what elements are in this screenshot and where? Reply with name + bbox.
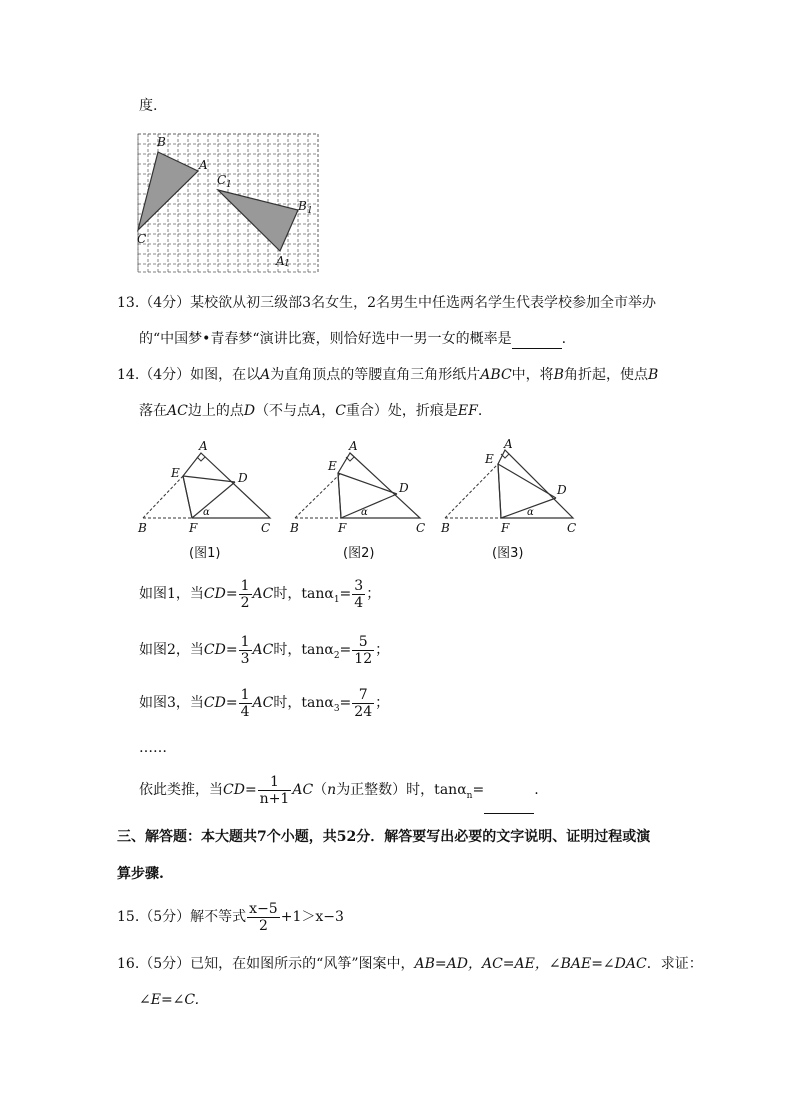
- caption-figure-3: (图3): [492, 546, 524, 561]
- svg-text:D: D: [399, 481, 409, 495]
- label-A: A: [199, 158, 208, 172]
- svg-text:B: B: [138, 521, 147, 535]
- svg-text:α: α: [361, 507, 368, 518]
- svg-text:C: C: [416, 521, 426, 535]
- svg-text:F: F: [338, 521, 347, 535]
- case-3: 如图3，当CD= $\frac{1}{4}$ AC时，tanα$_3$= $\frac{7}{24}$ ；: [139, 686, 390, 720]
- ellipsis: ……: [139, 740, 167, 756]
- label-A1: A: [276, 254, 285, 268]
- figure-3: [440, 437, 576, 535]
- label-C: C: [137, 232, 147, 246]
- svg-text:B: B: [441, 521, 450, 535]
- label-C1: C: [217, 173, 227, 187]
- caption-figure-2: (图2): [343, 546, 375, 561]
- label-B1: B: [298, 199, 307, 213]
- label-B1-sub: 1: [307, 206, 313, 216]
- svg-text:F: F: [189, 521, 198, 535]
- label-B: B: [157, 135, 166, 149]
- svg-text:E: E: [171, 466, 180, 480]
- figure-2: [289, 439, 425, 535]
- svg-text:A: A: [199, 439, 208, 453]
- svg-text:α: α: [203, 507, 210, 518]
- section3-heading-line2: 算步骤.: [117, 866, 164, 882]
- answer-blank-q13: [512, 328, 562, 349]
- svg-text:E: E: [328, 459, 337, 473]
- q13-line2: 的“中国梦•青春梦“演讲比赛，则恰好选中一男一女的概率是 .: [139, 328, 566, 349]
- q16-line1: 16.（5分）已知，在如图所示的“风筝”图案中，AB=AD，AC=AE，∠BAE=∠DAC．求证：: [117, 956, 703, 972]
- svg-text:α: α: [527, 507, 534, 518]
- svg-text:C: C: [261, 521, 271, 535]
- figure-1: [137, 439, 270, 535]
- case-2: 如图2，当CD= $\frac{1}{3}$ AC时，tanα$_2$= $\frac{5}{12}$ ；: [139, 633, 390, 667]
- general-case: 依此类推，当CD= $\frac{1}{n+1}$ AC（n为正整数）时，tanα$_n$= .: [139, 772, 539, 814]
- label-C1-sub: 1: [226, 180, 232, 190]
- section3-heading-line1: 三、解答题：本大题共7个小题，共52分．解答要写出必要的文字说明、证明过程或演: [117, 829, 651, 845]
- svg-text:F: F: [501, 521, 510, 535]
- svg-text:D: D: [238, 471, 248, 485]
- caption-figure-1: (图1): [189, 546, 221, 561]
- case-1: 如图1，当CD= $\frac{1}{2}$ AC时，tanα$_1$= $\frac{3}{4}$ ；: [139, 577, 381, 611]
- svg-text:D: D: [557, 483, 567, 497]
- svg-text:B: B: [290, 521, 299, 535]
- label-A1-sub: 1: [284, 259, 290, 269]
- svg-text:E: E: [485, 452, 494, 466]
- q15: 15.（5分）解不等式 $\frac{x-5}{2}$ +1＞x−3: [117, 900, 344, 934]
- svg-text:C: C: [567, 521, 577, 535]
- q14-line1: 14.（4分）如图，在以A为直角顶点的等腰直角三角形纸片ABC中，将B角折起，使点B: [117, 367, 659, 383]
- q14-line2: 落在AC边上的点D（不与点A，C重合）处，折痕是EF.: [139, 403, 483, 419]
- q16-line2: ∠E=∠C.: [139, 992, 200, 1008]
- svg-text:A: A: [349, 439, 358, 453]
- q13-line1: 13.（4分）某校欲从初三级部3名女生，2名男生中任选两名学生代表学校参加全市举办: [117, 295, 656, 311]
- text-fragment-du: 度.: [139, 98, 158, 114]
- grid-figure: [136, 132, 321, 274]
- answer-blank-q14: [484, 777, 534, 814]
- svg-text:A: A: [504, 437, 513, 451]
